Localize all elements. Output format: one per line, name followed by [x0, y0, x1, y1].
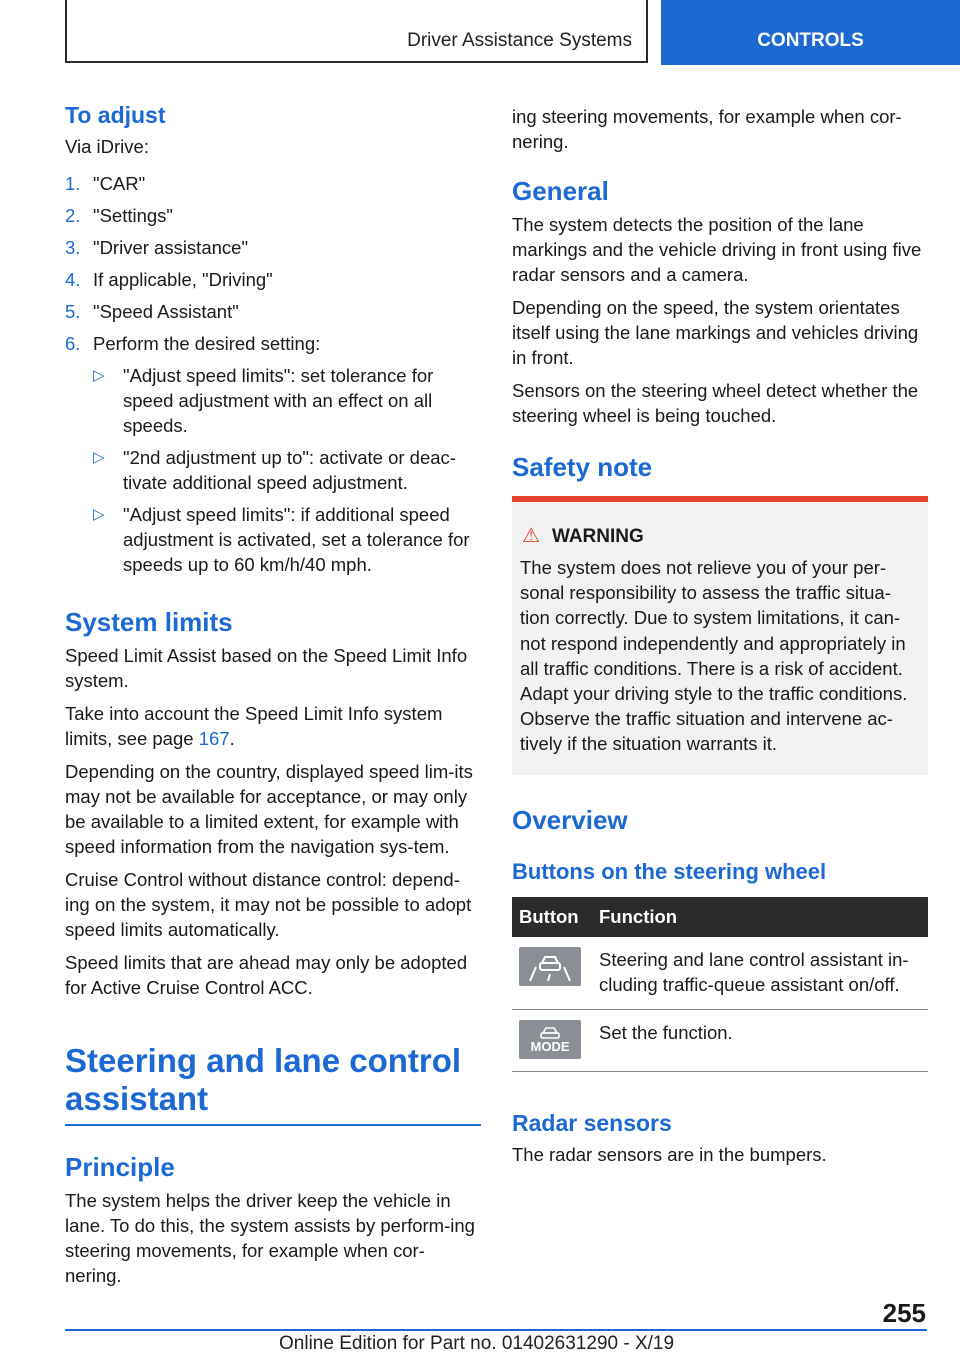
table-row	[512, 1009, 928, 1071]
lane-assist-icon	[519, 947, 581, 986]
warning-box	[512, 496, 928, 775]
via-idrive-text: Via iDrive:	[65, 136, 149, 157]
system-limits-p3: Depending on the country, displayed speed lim‐its may not be available for acceptance, or may only be available to a limited extent, for example with speed information from the navigation sys‐tem.	[65, 761, 473, 857]
overview-heading: Overview	[512, 804, 628, 835]
step-item: 4. If applicable, "Driving"	[65, 269, 273, 290]
page-number: 255	[882, 1298, 926, 1328]
page-header	[0, 0, 960, 66]
warning-title: ⚠ WARNING	[522, 525, 644, 547]
step-item: 1. "CAR"	[65, 173, 146, 194]
system-limits-heading: System limits	[65, 607, 233, 637]
step-item: 2. "Settings"	[65, 205, 173, 226]
general-p1: The system detects the position of the lane markings and the vehicle driving in front using five radar sensors and a camera.	[512, 214, 922, 285]
step-item: 3. "Driver assistance"	[65, 237, 249, 258]
edition-text: Online Edition for Part no. 01402631290 - X/19	[279, 1333, 675, 1354]
col-button-header: Button	[512, 897, 592, 937]
setting-bullets	[93, 363, 481, 577]
chapter-tab: CONTROLS	[661, 0, 960, 65]
general-heading: General	[512, 176, 609, 206]
function-cell: Steering and lane control assistant in‐cluding traffic-queue assistant on/off.	[592, 937, 928, 1010]
step-item: 5. "Speed Assistant"	[65, 301, 239, 322]
radar-sensors-text: The radar sensors are in the bumpers.	[512, 1143, 827, 1165]
bullet-item: ▷ "2nd adjustment up to": activate or deac‐tivate additional speed adjustment.	[93, 447, 456, 493]
col-function-header: Function	[592, 897, 928, 937]
radar-sensors-heading: Radar sensors	[512, 1109, 672, 1136]
bullet-item: ▷ "Adjust speed limits": set tolerance for speed adjustment with an effect on all speeds.	[93, 365, 434, 436]
system-limits-p4: Cruise Control without distance control: depend‐ing on the system, it may not be possible to adopt speed limits automatically.	[65, 869, 472, 940]
to-adjust-heading: To adjust	[65, 102, 166, 128]
bullet-item: ▷ "Adjust speed limits": if additional speed adjustment is activated, set a tolerance for speeds up to 60 km/h/40 mph.	[93, 504, 470, 575]
system-limits-p2: Take into account the Speed Limit Info system limits, see page 167.	[65, 703, 443, 749]
warning-text: The system does not relieve you of your per‐sonal responsibility to assess the traffic situa‐tion correctly. Due to system limitations, it can‐not respond independently and appropriately in all traffic conditions. There is a risk of accident. Adapt your driving style to the traffic conditions. Observe the traffic situation and intervene ac‐tively if the situation warrants it.	[520, 557, 908, 755]
mode-button-icon: MODE	[519, 1020, 581, 1059]
buttons-table	[512, 897, 928, 1072]
principle-text: The system helps the driver keep the vehicle in lane. To do this, the system assists by perform‐ing steering movements, for example when cor‐nering.	[65, 1190, 475, 1286]
general-p2: Depending on the speed, the system orientates itself using the lane markings and vehicles driving in front.	[512, 297, 919, 368]
system-limits-p1: Speed Limit Assist based on the Speed Limit Info system.	[65, 645, 468, 691]
triangle-bullet-icon: ▷	[93, 506, 105, 523]
footer-divider	[65, 1329, 927, 1331]
function-cell: Set the function.	[592, 1009, 928, 1071]
table-row	[512, 937, 928, 1010]
adjust-steps-list	[65, 171, 481, 577]
left-column	[65, 100, 481, 1286]
principle-text-continued: ing steering movements, for example when cor‐nering.	[512, 106, 902, 152]
table-header-row	[512, 897, 928, 937]
principle-heading: Principle	[65, 1152, 175, 1182]
safety-note-heading: Safety note	[512, 452, 653, 482]
step-item: 6. Perform the desired setting: ▷ "Adjust speed limits": set tolerance for speed adjustment with an effect on all speeds. ▷ "2nd adjustment up to": activate or deac‐tivate additional speed adjustment. ▷ "Adjust speed limits": if additional speed adjustment is activated, set a tolerance for speeds up to 60 km/h/40 mph.	[65, 331, 481, 577]
warning-triangle-icon: ⚠	[522, 525, 540, 547]
buttons-heading: Buttons on the steering wheel	[512, 858, 827, 884]
general-p3: Sensors on the steering wheel detect whether the steering wheel is being touched.	[512, 380, 919, 426]
page-link[interactable]: 167	[198, 728, 230, 749]
right-column	[512, 100, 928, 1175]
system-limits-p5: Speed limits that are ahead may only be adopted for Active Cruise Control ACC.	[65, 952, 468, 998]
section-title: Driver Assistance Systems	[65, 0, 648, 63]
chapter-heading: Steering and lane control assistant	[65, 1042, 481, 1126]
triangle-bullet-icon: ▷	[93, 367, 105, 384]
triangle-bullet-icon: ▷	[93, 449, 105, 466]
